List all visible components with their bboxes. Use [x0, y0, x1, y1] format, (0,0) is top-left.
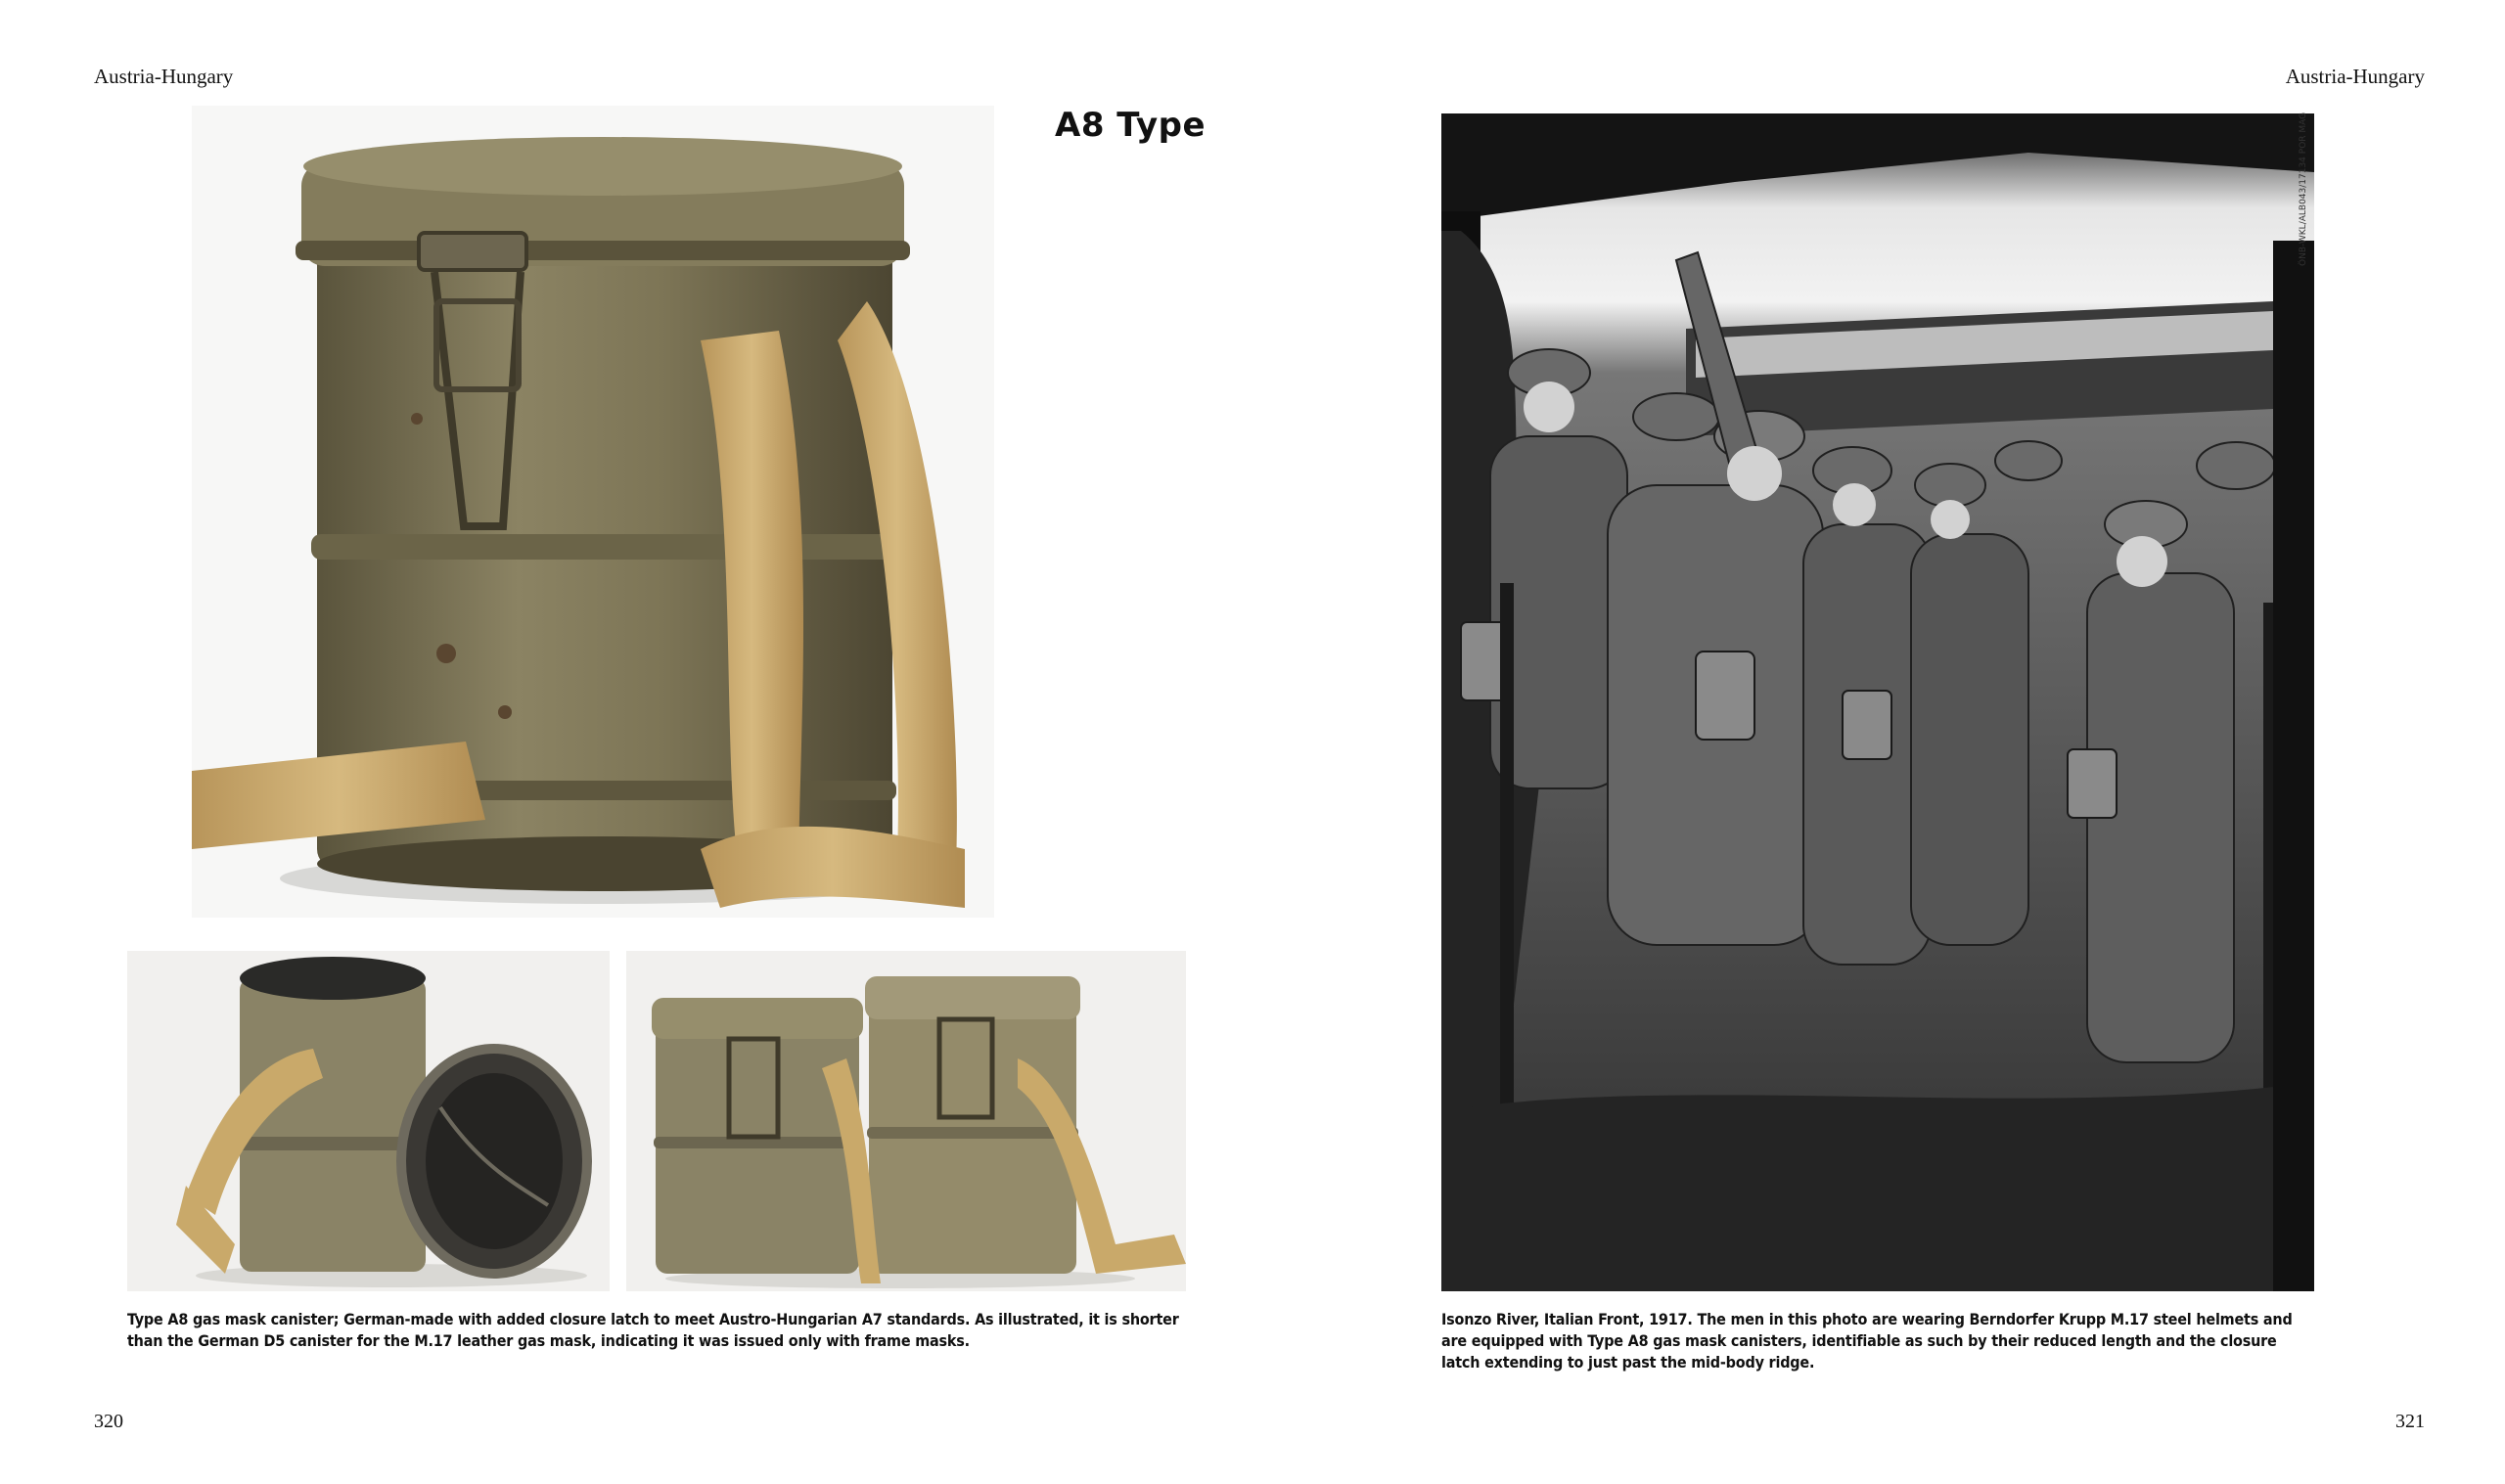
trench-soldiers-photo	[1441, 113, 2314, 1291]
two-canisters-photo	[626, 951, 1186, 1291]
canister-main-photo	[192, 106, 994, 918]
section-title: A8 Type	[1055, 106, 1207, 145]
open-canister-photo	[127, 951, 610, 1291]
page-number-left: 320	[94, 1411, 123, 1432]
running-head-right: Austria-Hungary	[2285, 65, 2425, 88]
page-number-right: 321	[2395, 1411, 2425, 1432]
left-caption: Type A8 gas mask canister; German-made with added closure latch to meet Austro-Hungarian A7 standards. As illustrated, it is shorter than the German D5 canister for the M.17 leather gas mask, indicating it was issued only with frame masks.	[127, 1310, 1179, 1350]
right-caption: Isonzo River, Italian Front, 1917. The men in this photo are wearing Berndorfer Krupp M.17 steel helmets and are equipped with Type A8 gas mask canisters, identifiable as such by their reduced length and the closure latch extending to just past the mid-body ridge.	[1441, 1310, 2293, 1372]
running-head-left: Austria-Hungary	[94, 65, 234, 88]
left-page	[0, 0, 1252, 1484]
photo-credit: ÖNB-WKL/ALB043/17134 POR MAG	[2299, 112, 2308, 266]
